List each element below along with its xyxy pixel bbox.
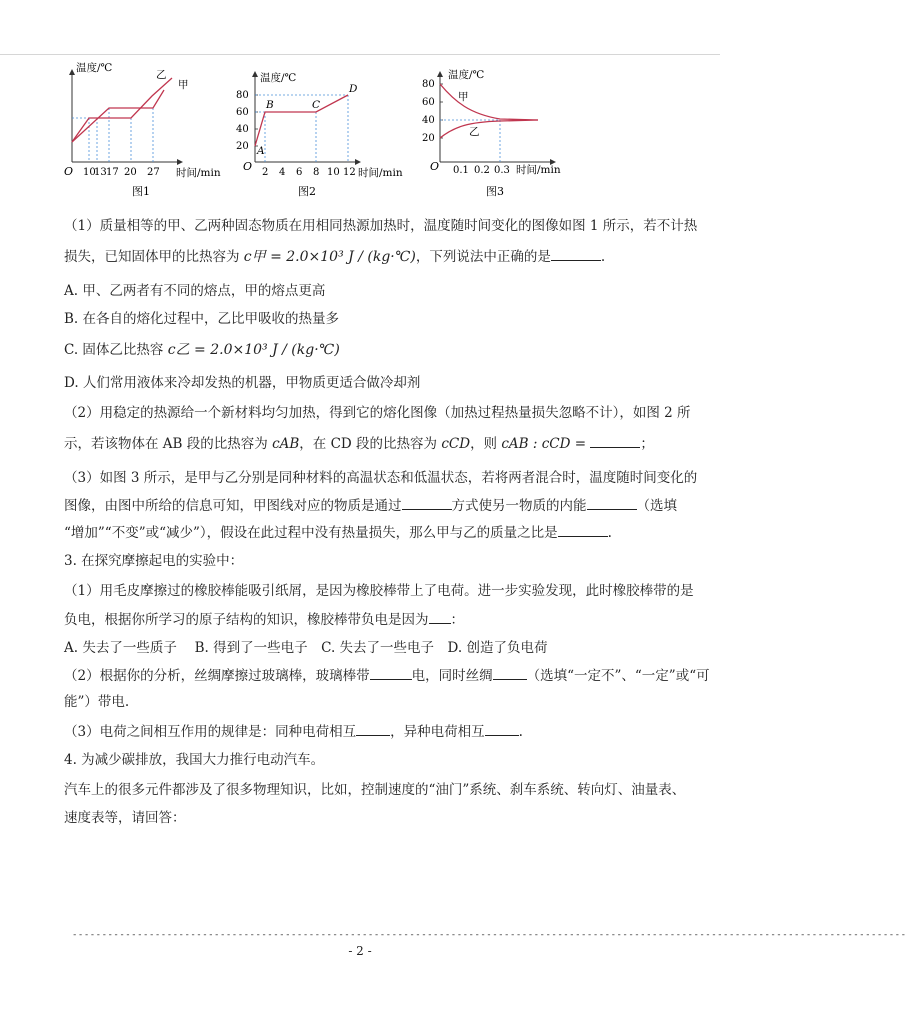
q2-p3-line3: “增加”“不变”或“减少”），假设在此过程中没有热量损失，那么甲与乙的质量之比是 . xyxy=(64,521,612,541)
formula-c-ab: cAB xyxy=(272,436,300,452)
fig3-label-jia: 甲 xyxy=(458,91,469,103)
figures-row xyxy=(60,62,680,207)
fig1-xtick: 27 xyxy=(147,167,160,178)
q2-option-d: D. 人们常用液体来冷却发热的机器，甲物质更适合做冷却剂 xyxy=(64,375,421,391)
q3-p3: （3）电荷之间相互作用的规律是：同种电荷相互 ，异种电荷相互 . xyxy=(64,720,523,740)
fig1-caption: 图1 xyxy=(132,185,150,198)
fig2-caption: 图2 xyxy=(298,185,316,198)
fig2-ylabel: 温度/℃ xyxy=(260,72,297,84)
formula-ratio: cAB : cCD = xyxy=(501,436,587,452)
fig1-xlabel: 时间/min xyxy=(176,167,221,179)
q4-title: 4. 为减少碳排放，我国大力推行电动汽车。 xyxy=(64,752,325,768)
fig3-ylabel: 温度/℃ xyxy=(448,69,485,81)
fig1-label-jia: 甲 xyxy=(178,79,189,91)
q2-p2-line1: （2）用稳定的热源给一个新材料均匀加热，得到它的熔化图像（加热过程热量损失忽略不计），如图 2 所 xyxy=(64,405,691,421)
fig2-ytick: 20 xyxy=(236,141,249,152)
fig2-ytick: 40 xyxy=(236,124,249,135)
q3-p1-line2: 负电，根据你所学习的原子结构的知识，橡胶棒带负电是因为 ： xyxy=(64,608,464,628)
fig2-ytick: 80 xyxy=(236,90,249,101)
q2-p1-line2: 损失，已知固体甲的比热容为 c甲 = 2.0×10³ J / (kg·℃)，下列说法中正确的是 . xyxy=(64,245,605,266)
fig2-ytick: 60 xyxy=(236,107,249,118)
q3-p2-line1: （2）根据你的分析，丝绸摩擦过玻璃棒，玻璃棒带 电，同时丝绸 （选填“一定不”、“一定”或“可 xyxy=(64,664,710,684)
footer-dashed-rule: --------------------------------------------------------------------------------------------------------------------------------------------- xyxy=(72,930,907,940)
fig2-xtick: 2 xyxy=(262,167,269,178)
fig3-xtick: 0.2 xyxy=(474,165,490,176)
q3-p1-line1: （1）用毛皮摩擦过的橡胶棒能吸引纸屑，是因为橡胶棒带上了电荷。进一步实验发现，此时橡胶棒带的是 xyxy=(64,583,694,599)
fig3-ytick: 40 xyxy=(422,115,435,126)
q3-p2-line2: 能”）带电. xyxy=(64,694,130,710)
fig2-xtick: 10 xyxy=(327,167,340,178)
fig1-label-yi: 乙 xyxy=(156,69,167,81)
q2-p2-line2: 示，若该物体在 AB 段的比热容为 cAB，在 CD 段的比热容为 cCD，则 cAB : cCD = ； xyxy=(64,432,654,452)
fig3-ytick: 20 xyxy=(422,133,435,144)
q2-p1-line1: （1）质量相等的甲、乙两种固态物质在用相同热源加热时，温度随时间变化的图像如图 1 所示，若不计热 xyxy=(64,218,698,234)
fig2-xtick: 8 xyxy=(313,167,320,178)
fig2-point-c: C xyxy=(312,99,321,111)
fig3-curve-yi xyxy=(440,120,538,138)
fig3-xtick: 0.1 xyxy=(453,165,469,176)
fig1-xtick: 20 xyxy=(124,167,137,178)
fig3-ytick: 80 xyxy=(422,79,435,90)
fig1-curve-jia xyxy=(72,78,172,142)
q3-title: 3. 在探究摩擦起电的实验中： xyxy=(64,553,244,569)
fig2-xlabel: 时间/min xyxy=(358,167,403,179)
fig1-origin: O xyxy=(64,165,74,178)
fig3-caption: 图3 xyxy=(486,185,504,198)
header-rule xyxy=(0,54,720,55)
fig3-xlabel: 时间/min xyxy=(516,164,561,176)
fig3-xtick: 0.3 xyxy=(494,165,510,176)
figure-3 xyxy=(422,68,561,198)
fig1-xtick: 10 xyxy=(83,167,96,178)
formula-c-jia: c甲 = 2.0×10³ J / (kg·℃) xyxy=(243,249,416,265)
q2-p3-line2: 图像，由图中所给的信息可知，甲图线对应的物质是通过 方式使另一物质的内能 （选填 xyxy=(64,494,677,514)
page-number: - 2 - xyxy=(348,944,372,958)
fig2-point-b: B xyxy=(266,99,274,111)
fig3-origin: O xyxy=(430,160,440,173)
fig3-curve-jia xyxy=(440,84,538,120)
figure-2 xyxy=(236,71,403,198)
q3-options: A. 失去了一些质子 B. 得到了一些电子 C. 失去了一些电子 D. 创造了负电荷 xyxy=(64,640,548,656)
fig1-xtick: 13 xyxy=(94,167,107,178)
fig2-origin: O xyxy=(243,160,253,173)
fig3-ytick: 60 xyxy=(422,97,435,108)
formula-c-cd: cCD xyxy=(441,436,471,452)
fig2-xtick: 4 xyxy=(279,167,286,178)
q2-option-c: C. 固体乙比热容 c乙 = 2.0×10³ J / (kg·℃) xyxy=(64,342,340,358)
fig2-point-d: D xyxy=(349,83,358,95)
figure-1 xyxy=(64,61,221,198)
fig2-xtick: 6 xyxy=(296,167,303,178)
q2-p3-line1: （3）如图 3 所示，是甲与乙分别是同种材料的高温状态和低温状态，若将两者混合时，温度随时间变化的 xyxy=(64,470,698,486)
formula-c-yi: c乙 = 2.0×10³ J / (kg·℃) xyxy=(167,342,340,358)
fig3-label-yi: 乙 xyxy=(469,126,480,138)
fig2-point-a: A xyxy=(257,145,265,157)
q2-option-a: A. 甲、乙两者有不同的熔点，甲的熔点更高 xyxy=(64,283,326,299)
fig1-xtick: 17 xyxy=(106,167,119,178)
fig2-xtick: 12 xyxy=(343,167,356,178)
fig1-ylabel: 温度/℃ xyxy=(76,62,113,74)
q2-option-b: B. 在各自的熔化过程中，乙比甲吸收的热量多 xyxy=(64,311,340,327)
q4-p1: 汽车上的很多元件都涉及了很多物理知识，比如，控制速度的“油门”系统、刹车系统、转向灯、油量表、 xyxy=(64,782,686,798)
q4-p2: 速度表等，请回答： xyxy=(64,810,186,826)
